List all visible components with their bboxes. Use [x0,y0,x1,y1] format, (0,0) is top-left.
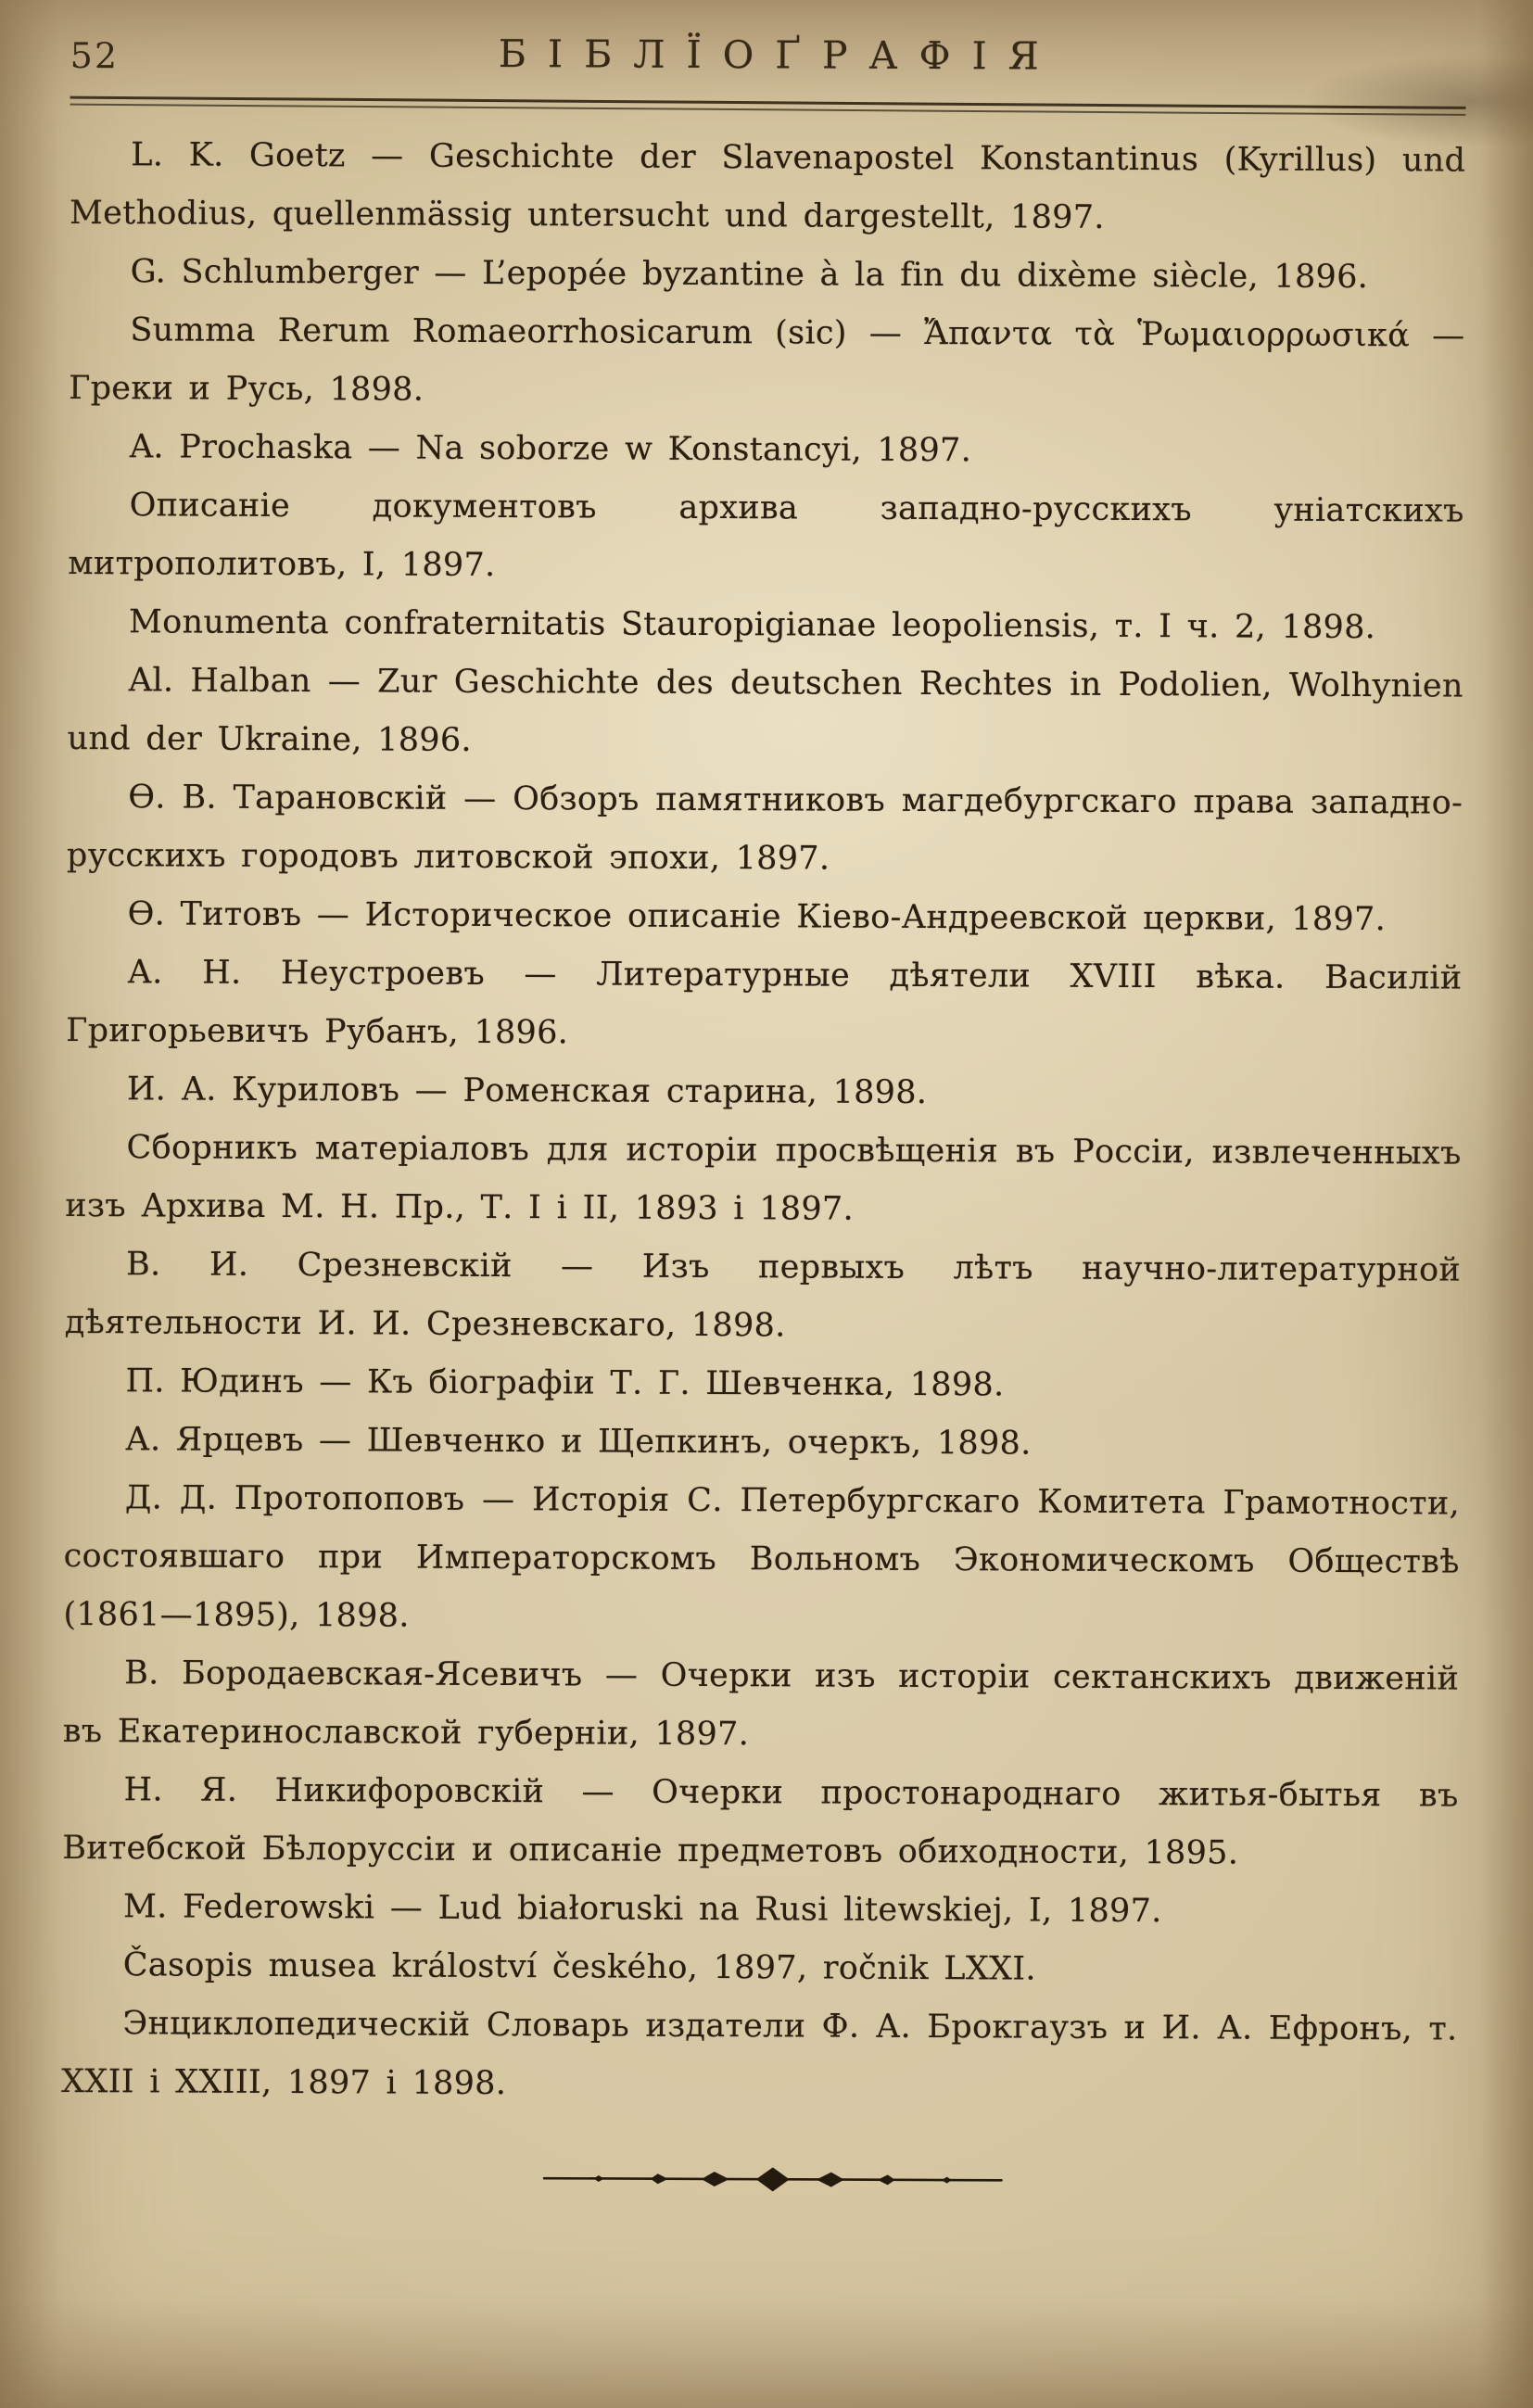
bibliography-entry: G. Schlumberger — L’epopée byzantine à la fin du dixème siècle, 1896. [130,253,1369,297]
bibliography-entry: Д. Д. Протопоповъ — Исторія С. Петербургскаго Комитета Грамотности, состоявшаго при Императорскомъ Вольномъ Экономическомъ Обществѣ (1861—1895), 1898. [63,1479,1461,1635]
bibliography-entry: А. Н. Неустроевъ — Литературные дѣятели XVIII вѣка. Василій Григорьевичъ Рубанъ, 1896. [66,954,1463,1052]
bibliography-entry: Описаніе документовъ архива западно-русскихъ уніатскихъ митрополитовъ, I, 1897. [68,487,1464,585]
end-divider [61,2161,1457,2201]
bibliography-entry: В. Бородаевская-Ясевичъ — Очерки изъ исторіи сектанскихъ движеній въ Екатеринославской губерніи, 1897. [62,1654,1460,1754]
page-header [70,0,1466,105]
bibliography-entry: Al. Halban — Zur Geschichte des deutschen Rechtes in Podolien, Wolhynien und der Ukraine, 1896. [67,662,1463,759]
bibliography-entry: Энциклопедическій Словарь издатели Ф. А. Брокгаузъ и И. А. Ефронъ, т. XXII і XXIII, 1897 і 1898. [61,2005,1458,2103]
bibliography-entry: Сборникъ матеріаловъ для исторіи просвѣщенія въ Россіи, извлеченныхъ изъ Архива М. Н. Пр., Т. I і II, 1893 і 1897. [65,1129,1462,1228]
bibliography-entry: Ѳ. Титовъ — Историческое описаніе Кіево-Андреевской церкви, 1897. [127,895,1387,939]
bibliography-entry: Časopis musea králoství českého, 1897, ročnik LXXI. [122,1946,1036,1988]
bibliography-entry: А. Ярцевъ — Шевченко и Щепкинъ, очеркъ, 1898. [125,1421,1032,1463]
bibliography-entry: Н. Я. Никифоровскій — Очерки простонароднаго житья-бытья въ Витебской Бѣлоруссіи и описаніе предметовъ обиходности, 1895. [62,1771,1459,1872]
page-content [61,0,1466,2201]
bibliography-entry: П. Юдинъ — Къ біографіи Т. Г. Шевченка, 1898. [125,1362,1005,1404]
bibliography-entry: И. А. Куриловъ — Роменская старина, 1898. [126,1071,928,1112]
bibliography-entry: A. Prochaska — Na soborze w Konstancyi, 1897. [129,428,972,470]
end-divider-ornament-icon [541,2163,1005,2195]
page-title: БІБЛЇОҐРАФІЯ [498,32,1060,79]
bibliography-entry: M. Federowski — Lud białoruski na Rusi litewskiej, I, 1897. [122,1888,1162,1931]
bibliography-entry: Ѳ. В. Тарановскій — Обзоръ памятниковъ магдебургскаго права западно-русскихъ городовъ литовской эпохи, 1897. [66,779,1463,878]
page-number: 52 [70,34,120,77]
bibliography-entry: Monumenta confraternitatis Stauropigianae leopoliensis, т. I ч. 2, 1898. [128,603,1376,647]
bibliography-list [61,126,1465,2118]
bibliography-entry: В. И. Срезневскій — Изъ первыхъ лѣтъ научно-литературной дѣятельности И. И. Срезневскаго, 1898. [64,1246,1462,1345]
bibliography-entry: L. K. Goetz — Geschichte der Slavenapostel Konstantinus (Kyrillus) und Methodius, quellenmässig untersucht und dargestellt, 1897. [69,136,1466,236]
bibliography-entry: Summa Rerum Romaeorrhosicarum (sic) — Ἄπαντα τὰ Ῥωμαιορρωσικά — Греки и Русь, 1898. [69,311,1465,409]
